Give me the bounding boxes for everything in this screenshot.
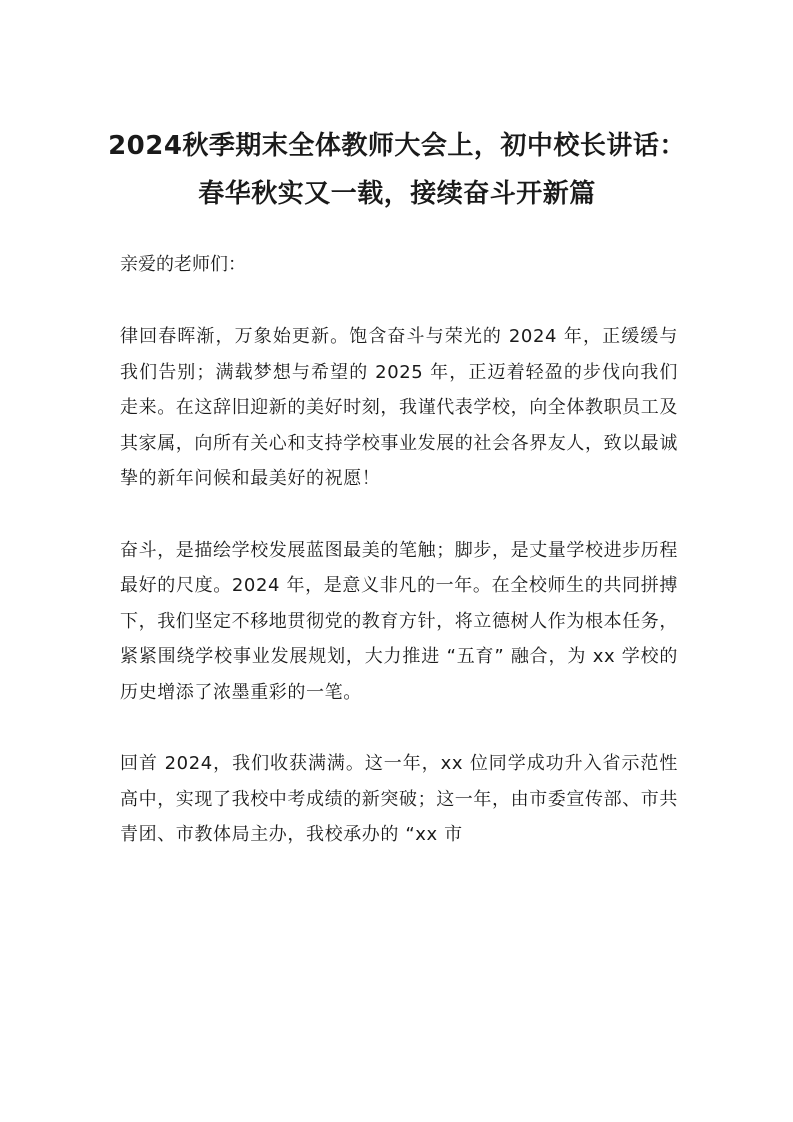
document-body — [120, 247, 678, 853]
paragraph-spacer — [120, 283, 678, 319]
paragraph-spacer — [120, 710, 678, 746]
salutation: 亲爱的老师们： — [120, 254, 246, 275]
document-title: 2024秋季期末全体教师大会上，初中校长讲话：春华秋实又一载，接续奋斗开新篇 — [108, 131, 686, 209]
paragraph-achievements: 回首 2024，我们收获满满。这一年，xx 位同学成功升入省示范性高中，实现了我校中考成绩的新突破；这一年，由市委宣传部、市共青团、市教体局主办，我校承办的 “xx 市 — [120, 753, 678, 845]
paragraph-2024-review: 奋斗，是描绘学校发展蓝图最美的笔触；脚步，是丈量学校进步历程最好的尺度。2024 年，是意义非凡的一年。在全校师生的共同拼搏下，我们坚定不移地贯彻党的教育方针，将立德树人作为根本任务，紧紧围绕学校事业发展规划，大力推进 “五育” 融合，为 xx 学校的历史增添了浓墨重彩的一笔。 — [120, 539, 678, 703]
paragraph-spacer — [120, 497, 678, 533]
paragraph-new-year-greeting: 律回春晖渐，万象始更新。饱含奋斗与荣光的 2024 年，正缓缓与我们告别；满载梦想与希望的 2025 年，正迈着轻盈的步伐向我们走来。在这辞旧迎新的美好时刻，我谨代表学校，向全体教职员工及其家属，向所有关心和支持学校事业发展的社会各界友人，致以最诚挚的新年问候和最美好的祝愿！ — [120, 326, 678, 489]
